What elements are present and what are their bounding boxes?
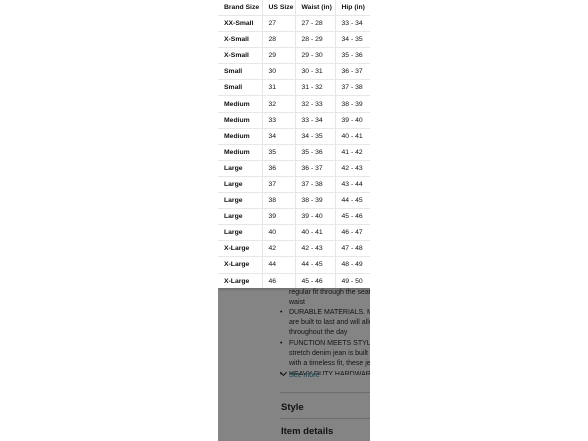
hip-cell: 35 - 36 — [335, 48, 370, 64]
us-size-cell: 34 — [262, 128, 295, 144]
hip-cell: 48 - 49 — [335, 257, 370, 273]
hip-cell: 40 - 41 — [335, 128, 370, 144]
size-chart-row — [218, 160, 370, 176]
waist-cell: 37 - 38 — [295, 176, 335, 192]
hip-cell: 44 - 45 — [335, 193, 370, 209]
size-chart-row — [218, 48, 370, 64]
brand-size-cell: X-Small — [218, 48, 262, 64]
us-size-cell: 46 — [262, 273, 295, 288]
hip-cell: 42 - 43 — [335, 160, 370, 176]
brand-size-cell: Medium — [218, 144, 262, 160]
brand-size-cell: Medium — [218, 128, 262, 144]
hip-cell: 47 - 48 — [335, 241, 370, 257]
brand-size-cell: Small — [218, 80, 262, 96]
size-chart-row — [218, 273, 370, 288]
size-chart-row — [218, 257, 370, 273]
hip-cell: 45 - 46 — [335, 209, 370, 225]
size-chart-popover — [218, 0, 370, 288]
us-size-cell: 39 — [262, 209, 295, 225]
mobile-viewport — [218, 0, 370, 441]
size-chart-row — [218, 32, 370, 48]
us-size-cell: 38 — [262, 193, 295, 209]
brand-size-cell: Large — [218, 225, 262, 241]
brand-size-cell: Medium — [218, 96, 262, 112]
waist-cell: 45 - 46 — [295, 273, 335, 288]
hip-cell: 34 - 35 — [335, 32, 370, 48]
size-chart-row — [218, 96, 370, 112]
waist-cell: 27 - 28 — [295, 16, 335, 32]
waist-cell: 35 - 36 — [295, 144, 335, 160]
column-header-hip: Hip (in) — [335, 0, 370, 16]
size-chart-row — [218, 144, 370, 160]
size-chart-row — [218, 64, 370, 80]
waist-cell: 33 - 34 — [295, 112, 335, 128]
size-chart-row — [218, 209, 370, 225]
waist-cell: 32 - 33 — [295, 96, 335, 112]
size-chart-row — [218, 16, 370, 32]
hip-cell: 49 - 50 — [335, 273, 370, 288]
brand-size-cell: X-Large — [218, 273, 262, 288]
size-chart-table — [218, 0, 370, 288]
waist-cell: 39 - 40 — [295, 209, 335, 225]
us-size-cell: 44 — [262, 257, 295, 273]
brand-size-cell: Large — [218, 209, 262, 225]
us-size-cell: 37 — [262, 176, 295, 192]
brand-size-cell: X-Small — [218, 32, 262, 48]
brand-size-cell: XX-Small — [218, 16, 262, 32]
brand-size-cell: X-Large — [218, 257, 262, 273]
waist-cell: 42 - 43 — [295, 241, 335, 257]
hip-cell: 36 - 37 — [335, 64, 370, 80]
brand-size-cell: Medium — [218, 112, 262, 128]
brand-size-cell: Small — [218, 64, 262, 80]
us-size-cell: 35 — [262, 144, 295, 160]
hip-cell: 37 - 38 — [335, 80, 370, 96]
waist-cell: 44 - 45 — [295, 257, 335, 273]
waist-cell: 36 - 37 — [295, 160, 335, 176]
waist-cell: 38 - 39 — [295, 193, 335, 209]
waist-cell: 31 - 32 — [295, 80, 335, 96]
us-size-cell: 33 — [262, 112, 295, 128]
waist-cell: 29 - 30 — [295, 48, 335, 64]
hip-cell: 41 - 42 — [335, 144, 370, 160]
column-header-us-size: US Size — [262, 0, 295, 16]
hip-cell: 38 - 39 — [335, 96, 370, 112]
us-size-cell: 36 — [262, 160, 295, 176]
size-chart-row — [218, 112, 370, 128]
brand-size-cell: X-Large — [218, 241, 262, 257]
brand-size-cell: Large — [218, 160, 262, 176]
hip-cell: 46 - 47 — [335, 225, 370, 241]
waist-cell: 28 - 29 — [295, 32, 335, 48]
hip-cell: 33 - 34 — [335, 16, 370, 32]
brand-size-cell: Large — [218, 176, 262, 192]
waist-cell: 40 - 41 — [295, 225, 335, 241]
size-chart-row — [218, 80, 370, 96]
size-chart-row — [218, 176, 370, 192]
us-size-cell: 32 — [262, 96, 295, 112]
size-chart-row — [218, 193, 370, 209]
us-size-cell: 40 — [262, 225, 295, 241]
us-size-cell: 27 — [262, 16, 295, 32]
size-chart-header-row — [218, 0, 370, 16]
us-size-cell: 42 — [262, 241, 295, 257]
size-chart-row — [218, 241, 370, 257]
hip-cell: 39 - 40 — [335, 112, 370, 128]
column-header-waist: Waist (in) — [295, 0, 335, 16]
brand-size-cell: Large — [218, 193, 262, 209]
us-size-cell: 29 — [262, 48, 295, 64]
us-size-cell: 28 — [262, 32, 295, 48]
hip-cell: 43 - 44 — [335, 176, 370, 192]
size-chart-row — [218, 128, 370, 144]
waist-cell: 34 - 35 — [295, 128, 335, 144]
column-header-brand-size: Brand Size — [224, 4, 260, 11]
us-size-cell: 31 — [262, 80, 295, 96]
us-size-cell: 30 — [262, 64, 295, 80]
size-chart-row — [218, 225, 370, 241]
waist-cell: 30 - 31 — [295, 64, 335, 80]
